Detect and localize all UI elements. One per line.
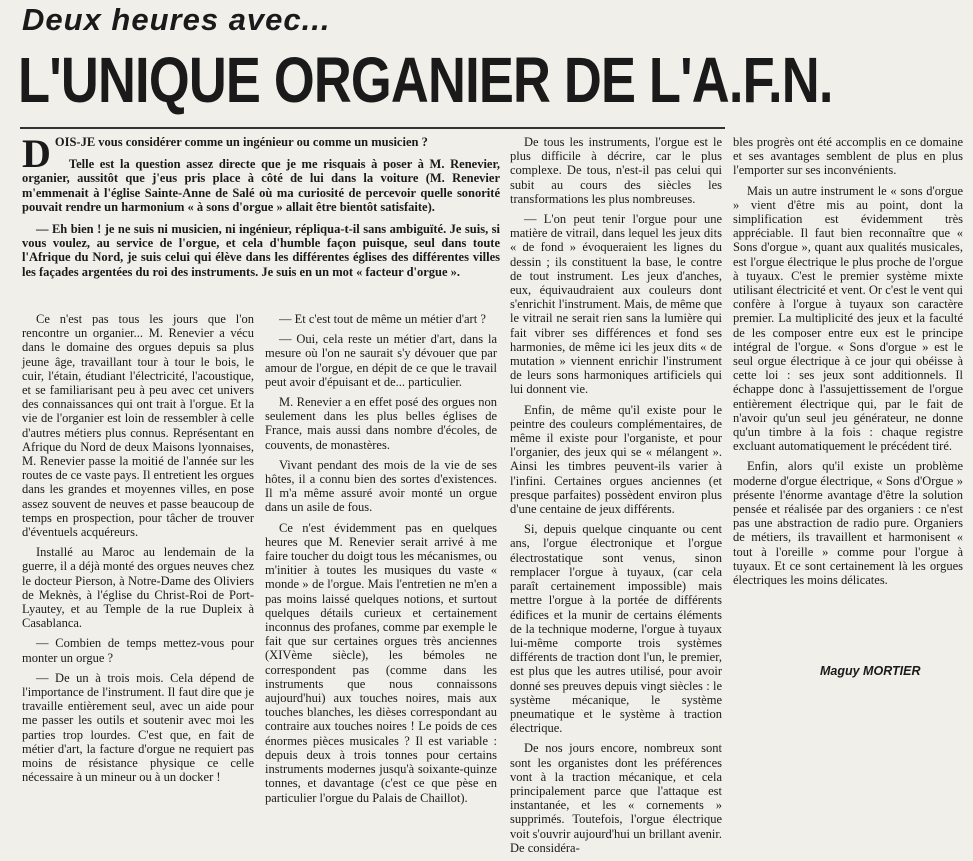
col4-paragraph-2: Mais un autre instrument le « sons d'orgue » vient d'être mis au point, dont la simplification est évidemment très appréciable. Il faut bien reconnaître que « Sons d'orgue », quant aux qualités musicales, est l'orgue électrique le plus proche de l'orgue à tuyaux. C'est le premier système mixte utilisant électricité et vent. Or c'est le vent qui confère à l'orgue à tuyaux son caractère premier. La multiplicité des jeux et la faculté de les composer entre eux est le principe intégral de l'orgue. « Sons d'orgue » est le seul orgue électrique à ce jour qui obéisse à cette loi : ses jeux sont additionnels. Il échappe donc à l'assujettissement de l'orgue entièrement électrique qui, par le fait de n'avoir qu'un seul jeu générateur, ne donne qu'un timbre à la fois : chaque registre excluant automatiquement le précédent tiré. bbox=[733, 183, 963, 454]
article-lead bbox=[22, 131, 500, 287]
col3-paragraph-2: — L'on peut tenir l'orgue pour une matière de vitrail, dans lequel les jeux dits « de fond » évoqueraient les lignes du dessin ; ils constituent la base, le contre de tout instrument. Les jeux d'anches, eux, équivaudraient aux couleurs dont s'enrichit l'instrument. Mais, de même que le vitrail ne serait rien sans la lumière qui fait vibrer ses différences et fond ses harmonies, de même ici les jeux dits « de mutation » viennent enrichir l'instrument de leurs sons harmoniques artificiels qui lui donnent vie. bbox=[510, 212, 722, 397]
drop-cap: D bbox=[22, 131, 51, 176]
col2-paragraph-5: Ce n'est évidemment pas en quelques heures que M. Renevier serait arrivé à me faire toucher du doigt tous les mécanismes, ou m'initier à toutes les musiques du vaste « monde » de l'orgue. Mais l'entretien ne m'en a pas moins laissé quelques notions, et surtout quelques détails curieux et certainement inconnus des profanes, comme par exemple le fait que sur certaines orgues très anciennes (XIVème siècle), les bémoles ne correspondent pas (comme dans les instruments que nous connaissons aujourd'hui) aux touches noires, mais aux touches blanches, les dièses correspondant au contraire aux touches noires ! Le poids de ces énormes pièces musicales ? Il est variable : depuis deux à trois tonnes pour certains instruments modernes jusqu'à soixante-quinze tonnes, et davantage (c'est ce que pèse en particulier l'orgue du Palais de Chaillot). bbox=[265, 520, 497, 805]
kicker-heading: Deux heures avec... bbox=[22, 2, 331, 37]
lead-paragraph-3: — Eh bien ! je ne suis ni musicien, ni ingénieur, répliqua-t-il sans ambiguïté. Je suis, si vous voulez, au service de l'orgue, et cela d'humble façon puisque, seul dans toute l'Afrique du Nord, je suis celui qui élève dans les différentes églises des différentes villes les façades argentées du roi des instruments. Je suis en un mot « facteur d'orgue ». bbox=[22, 222, 500, 279]
column-1 bbox=[22, 312, 254, 791]
col3-paragraph-4: Si, depuis quelque cinquante ou cent ans, l'orgue électronique et l'orgue électrostatique sont venus, sinon remplacer l'orgue à tuyaux, (car cela paraît certainement impossible) mais mettre l'orgue à la portée de différents édifices et la munir de certains éléments de la technique moderne, l'orgue à tuyaux lui-même comporte trois systèmes différents de traction dont l'un, le premier, est plus que les autres utilisé, pour avoir donné ses preuves depuis vingt siècles : le système mécanique, le système pneumatique et le système à traction électrique. bbox=[510, 522, 722, 736]
col2-paragraph-1: — Et c'est tout de même un métier d'art ? bbox=[279, 312, 486, 326]
column-3 bbox=[510, 135, 722, 861]
column-2 bbox=[265, 312, 497, 811]
col3-paragraph-1: De tous les instruments, l'orgue est le plus difficile à décrire, car le plus complexe. De tous, n'est-il pas celui qui subit au cours des siècles les transformations les plus nombreuses. bbox=[510, 135, 722, 206]
col2-paragraph-2: — Oui, cela reste un métier d'art, dans la mesure où l'on ne saurait s'y dévouer que par amour de l'orgue, en dépit de ce que le travail peut avoir d'épuisant et de... particulier. bbox=[265, 332, 497, 389]
col1-paragraph-3: — Combien de temps mettez-vous pour monter un orgue ? bbox=[22, 636, 254, 665]
col3-paragraph-5: De nos jours encore, nombreux sont sont les organistes dont les préférences vont à la traction mécanique, et cela principalement parce que l'attaque est instantanée, et les « cornements » supprimés. Toutefois, l'orgue électrique voit s'ouvrir aujourd'hui un brillant avenir. De considéra- bbox=[510, 741, 722, 855]
lead-paragraph-1 bbox=[22, 131, 500, 176]
lead-p1-text: OIS-JE vous considérer comme un ingénieur ou comme un musicien ? bbox=[54, 135, 428, 149]
col1-paragraph-4: — De un à trois mois. Cela dépend de l'importance de l'instrument. Il faut dire que je travaille entièrement seul, avec un aide pour me passer les outils et soutenir avec moi les parties trop lourdes. C'est que, en fait de métier d'art, la facture d'orgue ne requiert pas moins de résistance physique ce celle nécessaire à un mineur ou à un docker ! bbox=[22, 670, 254, 785]
headline-rule bbox=[20, 127, 725, 129]
col2-paragraph-4: Vivant pendant des mois de la vie de ses hôtes, il a connu bien des sortes d'existences. Il m'a même assuré avoir monté un orgue dans un asile de fous. bbox=[265, 457, 497, 515]
col4-paragraph-1: bles progrès ont été accomplis en ce domaine et ses avantages semblent de plus en plus l'emporter sur ses inconvénients. bbox=[733, 135, 963, 178]
column-4 bbox=[733, 135, 963, 593]
col1-paragraph-2: Installé au Maroc au lendemain de la guerre, il a déjà monté des orgues neuves chez le docteur Pierson, à Notre-Dame des Oliviers de Meknès, à l'église du Christ-Roi de Port-Lyautey, et au Temple de la rue Dupleix à Casablanca. bbox=[22, 545, 254, 631]
col1-paragraph-1: Ce n'est pas tous les jours que l'on rencontre un organier... M. Renevier a vécu dans le domaine des orgues depuis sa plus jeune âge, travaillant tour à tour le bois, le cuir, l'étain, étudiant l'électricité, l'acoustique, et se familiarisant peu à peu avec cet univers des connaissances qui ont trait à l'orgue. Et la vie de l'organier est loin de ressembler à celle d'autres métiers plus connus. Représentant en Afrique du Nord de deux Maisons lyonnaises, M. Renevier passe la moitié de l'année sur les routes de ce vaste pays. Il entretient les orgues dans les grandes et moyennes villes, en pose assez souvent de neuves et passe beaucoup de temps en prospection, pour tâcher de trouver d'éventuels acquéreurs. bbox=[22, 312, 254, 540]
author-signature: Maguy MORTIER bbox=[820, 664, 921, 678]
col4-paragraph-3: Enfin, alors qu'il existe un problème moderne d'orgue électrique, « Sons d'Orgue » présente l'énorme avantage d'être la solution pensée et réalisée par des organiers : ce n'est pas une abstraction de radio pure. Organiers de métiers, ils travaillent et harmonisent « tout à l'oreille » comme pour l'orgue à tuyaux. Et ce sont certainement là les orgues électriques les moins délicates. bbox=[733, 459, 963, 588]
col3-paragraph-3: Enfin, de même qu'il existe pour le peintre des couleurs complémentaires, de même il existe pour l'organiste, et pour l'organier, des jeux qui se « mélangent ». Ainsi les timbres peuvent-ils varier à l'infini. Certaines orgues anciennes (et presque parfaites) possèdent environ plus d'une centaine de jeux différents. bbox=[510, 402, 722, 517]
article-headline: L'UNIQUE ORGANIER DE L'A.F.N. bbox=[18, 44, 833, 116]
lead-paragraph-2: Telle est la question assez directe que je me risquais à poser à M. Renevier, organier, aussitôt que j'eus pris place à côté de lui dans la voiture (M. Renevier m'emmenait à l'église Sainte-Anne de Salé où ma curiosité de percevoir quelle sonorité pouvait rendre un harmonium « à sons d'orgue » allait être bientôt satisfaite). bbox=[22, 157, 500, 214]
col2-paragraph-3: M. Renevier a en effet posé des orgues non seulement dans les plus belles églises de France, mais aussi dans nombre d'écoles, de couvents, de monastères. bbox=[265, 395, 497, 452]
